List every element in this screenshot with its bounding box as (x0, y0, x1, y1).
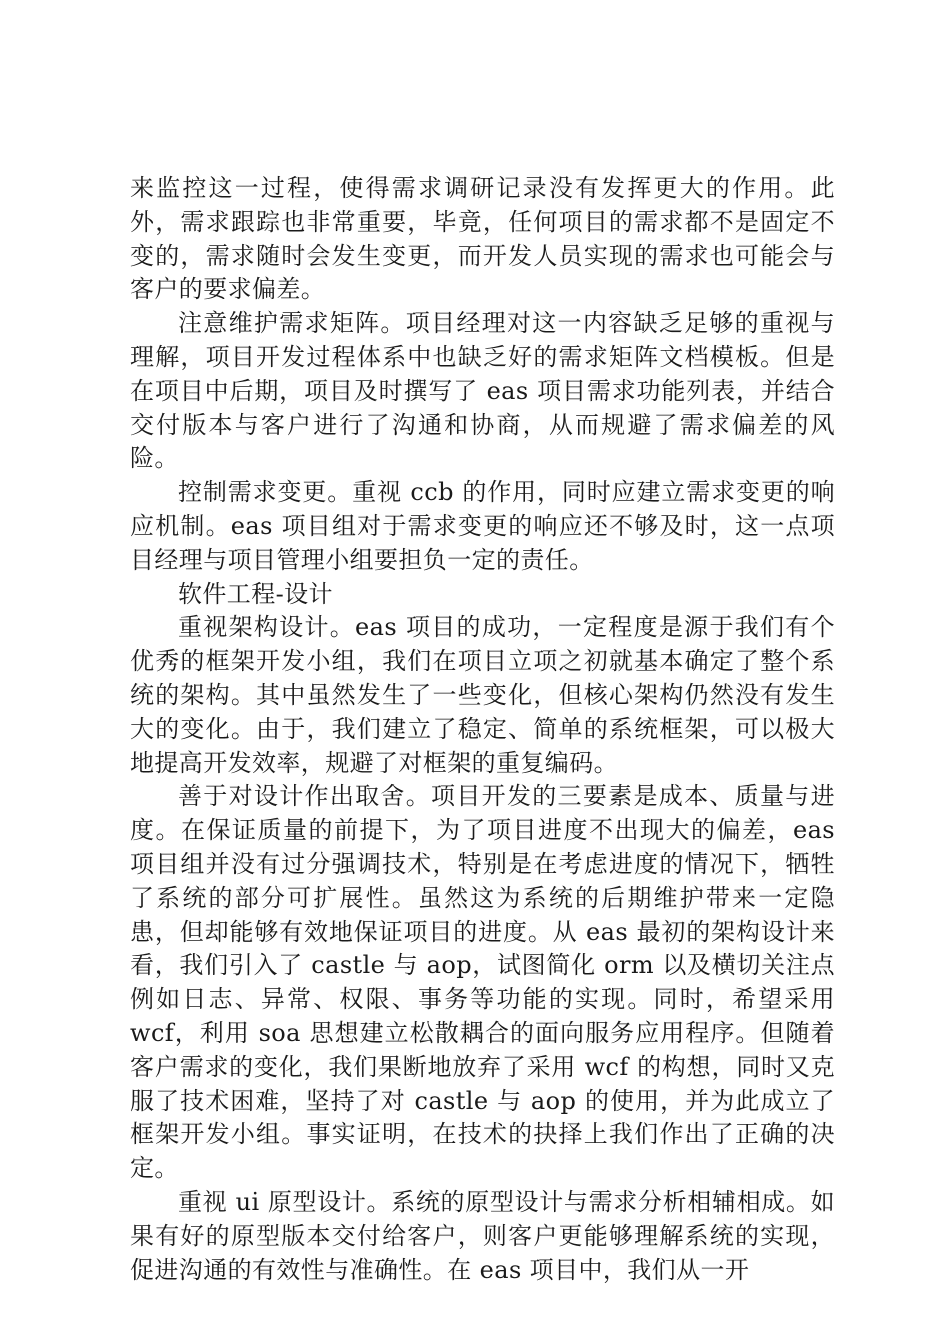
paragraph-requirement-tracking: 来监控这一过程，使得需求调研记录没有发挥更大的作用。此外，需求跟踪也非常重要，毕竟，任何项目的需求都不是固定不变的，需求随时会发生变更，而开发人员实现的需求也可能会与客户的要求偏差。 (130, 174, 835, 304)
paragraph-architecture-design: 重视架构设计。eas 项目的成功，一定程度是源于我们有个优秀的框架开发小组，我们在项目立项之初就基本确定了整个系统的架构。其中虽然发生了一些变化，但核心架构仍然没有发生大的变化。由于，我们建立了稳定、简单的系统框架，可以极大地提高开发效率，规避了对框架的重复编码。 (130, 613, 835, 777)
paragraph-requirement-matrix: 注意维护需求矩阵。项目经理对这一内容缺乏足够的重视与理解，项目开发过程体系中也缺乏好的需求矩阵文档模板。但是在项目中后期，项目及时撰写了 eas 项目需求功能列表，并结合交付版本与客户进行了沟通和协商，从而规避了需求偏差的风险。 (130, 309, 835, 473)
document-body (130, 172, 835, 1287)
paragraph-ui-prototype: 重视 ui 原型设计。系统的原型设计与需求分析相辅相成。如果有好的原型版本交付给客户，则客户更能够理解系统的实现，促进沟通的有效性与准确性。在 eas 项目中，我们从一开 (130, 1187, 835, 1284)
paragraph-design-tradeoffs: 善于对设计作出取舍。项目开发的三要素是成本、质量与进度。在保证质量的前提下，为了项目进度不出现大的偏差，eas 项目组并没有过分强调技术，特别是在考虑进度的情况下，牺牲了系统的部分可扩展性。虽然这为系统的后期维护带来一定隐患，但却能够有效地保证项目的进度。从 eas 最初的架构设计来看，我们引入了 castle 与 aop，试图简化 orm 以及横切关注点例如日志、异常、权限、事务等功能的实现。同时，希望采用 wcf，利用 soa 思想建立松散耦合的面向服务应用程序。但随着客户需求的变化，我们果断地放弃了采用 wcf 的构想，同时又克服了技术困难，坚持了对 castle 与 aop 的使用，并为此成立了框架开发小组。事实证明，在技术的抉择上我们作出了正确的决定。 (130, 782, 835, 1183)
section-heading-design: 软件工程-设计 (178, 579, 333, 608)
paragraph-requirement-change: 控制需求变更。重视 ccb 的作用，同时应建立需求变更的响应机制。eas 项目组对于需求变更的响应还不够及时，这一点项目经理与项目管理小组要担负一定的责任。 (130, 478, 835, 574)
